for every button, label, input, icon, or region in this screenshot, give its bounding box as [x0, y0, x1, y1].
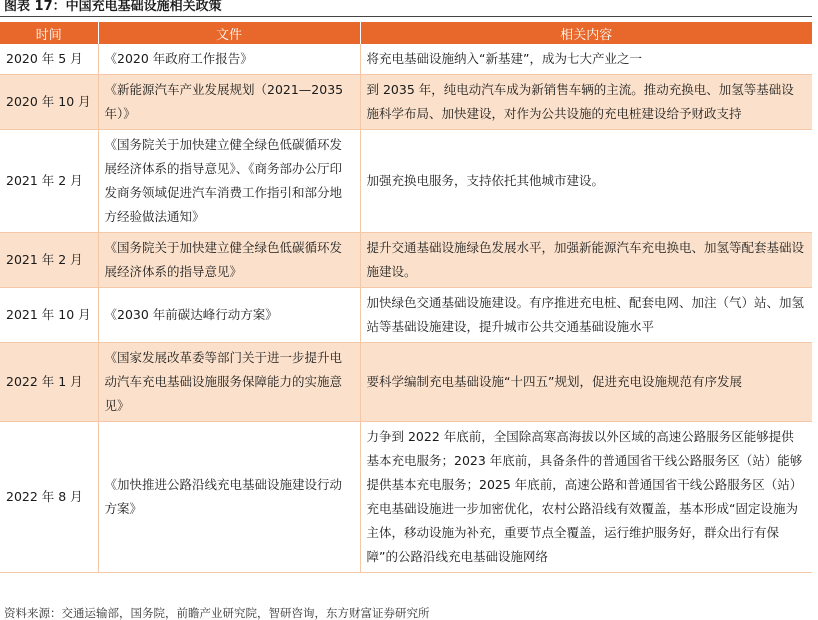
- row-content: 提升交通基础设施绿色发展水平，加强新能源汽车充电换电、加氢等配套基础设施建设。: [360, 233, 812, 288]
- table-row: [0, 130, 812, 233]
- row-content: 加快绿色交通基础设施建设。有序推进充电桩、配套电网、加注（气）站、加氢站等基础设施建设，提升城市公共交通基础设施水平: [360, 288, 812, 343]
- row-document: 《国务院关于加快建立健全绿色低碳循环发展经济体系的指导意见》、《商务部办公厅印发商务领域促进汽车消费工作指引和部分地方经验做法通知》: [98, 130, 360, 233]
- caption-divider: [0, 16, 812, 17]
- table-row: [0, 233, 812, 288]
- row-content: 到 2035 年，纯电动汽车成为新销售车辆的主流。推动充换电、加氢等基础设施科学布局、加快建设，对作为公共设施的充电桩建设给予财政支持: [360, 75, 812, 130]
- row-document: 《新能源汽车产业发展规划（2021—2035 年）》: [98, 75, 360, 130]
- row-document: 《2020 年政府工作报告》: [98, 44, 360, 75]
- row-content: 力争到 2022 年底前，全国除高寒高海拔以外区域的高速公路服务区能够提供基本充电服务；2023 年底前，具备条件的普通国省干线公路服务区（站）能够提供基本充电服务；2025 年底前，高速公路和普通国省干线公路服务区（站）充电基础设施进一步加密优化，农村公路沿线有效覆盖，基本形成“固定设施为主体，移动设施为补充，重要节点全覆盖，运行维护服务好，群众出行有保障”的公路沿线充电基础设施网络: [360, 422, 812, 573]
- table-row: [0, 75, 812, 130]
- row-time: 2021 年 10 月: [0, 288, 98, 343]
- row-document: 《2030 年前碳达峰行动方案》: [98, 288, 360, 343]
- table-row: [0, 343, 812, 422]
- column-header-document: 文件: [98, 22, 360, 44]
- table-row: [0, 288, 812, 343]
- row-document: 《国家发展改革委等部门关于进一步提升电动汽车充电基础设施服务保障能力的实施意见》: [98, 343, 360, 422]
- table-row: [0, 44, 812, 75]
- column-header-time: 时间: [0, 22, 98, 44]
- source-note: 资料来源：交通运输部，国务院，前瞻产业研究院，智研咨询，东方财富证券研究所: [4, 606, 430, 620]
- policy-table: [0, 22, 812, 573]
- row-content: 将充电基础设施纳入“新基建”，成为七大产业之一: [360, 44, 812, 75]
- column-header-content: 相关内容: [360, 22, 812, 44]
- row-document: 《国务院关于加快建立健全绿色低碳循环发展经济体系的指导意见》: [98, 233, 360, 288]
- table-row: [0, 422, 812, 573]
- row-time: 2022 年 8 月: [0, 422, 98, 573]
- row-content: 加强充换电服务，支持依托其他城市建设。: [360, 130, 812, 233]
- row-document: 《加快推进公路沿线充电基础设施建设行动方案》: [98, 422, 360, 573]
- row-content: 要科学编制充电基础设施“十四五”规划，促进充电设施规范有序发展: [360, 343, 812, 422]
- row-time: 2022 年 1 月: [0, 343, 98, 422]
- row-time: 2020 年 5 月: [0, 44, 98, 75]
- table-header-row: [0, 22, 812, 44]
- row-time: 2021 年 2 月: [0, 130, 98, 233]
- row-time: 2020 年 10 月: [0, 75, 98, 130]
- table-caption: 图表 17：中国充电基础设施相关政策: [4, 0, 222, 14]
- row-time: 2021 年 2 月: [0, 233, 98, 288]
